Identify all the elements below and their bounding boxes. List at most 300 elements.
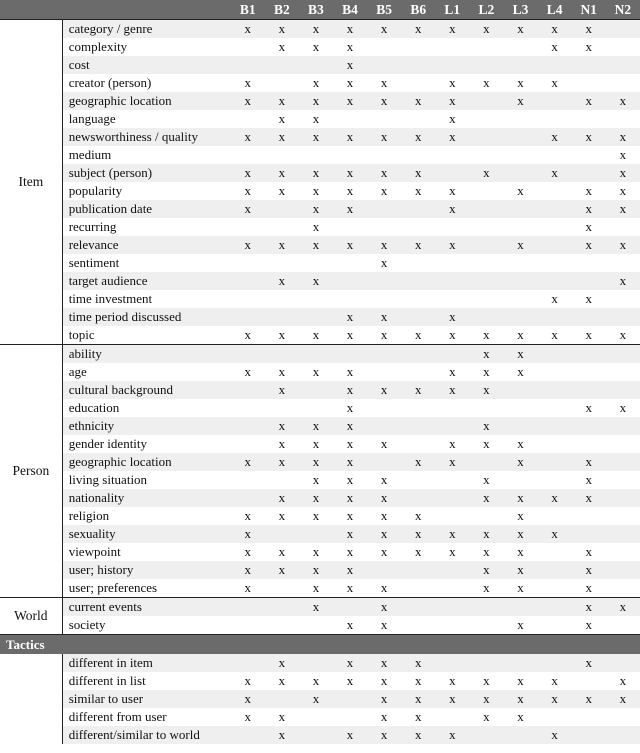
column-header: N1: [572, 0, 606, 20]
cell-b5: x: [367, 74, 401, 92]
cell-l4: [538, 381, 572, 399]
row-label: popularity: [62, 182, 231, 200]
cell-b6: x: [401, 128, 435, 146]
cell-b4: x: [333, 489, 367, 507]
cell-l1: x: [435, 363, 469, 381]
cell-n2: x: [606, 598, 640, 617]
cell-b1: x: [231, 708, 265, 726]
cell-b2: x: [265, 726, 299, 744]
cell-l3: x: [503, 435, 537, 453]
cell-b6: [401, 290, 435, 308]
table-row: [0, 308, 640, 326]
table-row: [0, 598, 640, 617]
cell-b6: x: [401, 525, 435, 543]
cell-b2: x: [265, 654, 299, 672]
table-row: [0, 654, 640, 672]
table-row: [0, 616, 640, 635]
cell-b2: x: [265, 128, 299, 146]
table-row: [0, 363, 640, 381]
cell-l1: x: [435, 110, 469, 128]
cell-l4: [538, 110, 572, 128]
cell-b4: x: [333, 128, 367, 146]
row-label: different in list: [62, 672, 231, 690]
cell-l2: [469, 200, 503, 218]
cell-l3: x: [503, 507, 537, 525]
cell-b3: [299, 308, 333, 326]
cell-b1: x: [231, 453, 265, 471]
cell-n2: [606, 417, 640, 435]
row-label: living situation: [62, 471, 231, 489]
row-label: sentiment: [62, 254, 231, 272]
row-label: gender identity: [62, 435, 231, 453]
cell-b2: x: [265, 92, 299, 110]
cell-l4: [538, 218, 572, 236]
cell-b3: x: [299, 561, 333, 579]
cell-l3: x: [503, 690, 537, 708]
cell-n1: x: [572, 471, 606, 489]
cell-b5: [367, 399, 401, 417]
cell-l1: [435, 598, 469, 617]
group-label-empty: [0, 654, 62, 744]
cell-b2: [265, 74, 299, 92]
cell-l4: [538, 399, 572, 417]
cell-l3: x: [503, 672, 537, 690]
column-header: L4: [538, 0, 572, 20]
cell-b5: [367, 561, 401, 579]
table-row: [0, 579, 640, 598]
cell-l1: [435, 417, 469, 435]
cell-l3: [503, 308, 537, 326]
cell-l2: [469, 290, 503, 308]
cell-l1: x: [435, 435, 469, 453]
cell-b6: [401, 272, 435, 290]
cell-b6: [401, 435, 435, 453]
cell-b6: x: [401, 672, 435, 690]
cell-n1: x: [572, 182, 606, 200]
cell-l3: [503, 290, 537, 308]
cell-n2: [606, 507, 640, 525]
cell-b1: [231, 254, 265, 272]
cell-b1: x: [231, 20, 265, 39]
cell-n1: x: [572, 616, 606, 635]
cell-l1: [435, 345, 469, 364]
cell-b6: x: [401, 507, 435, 525]
cell-l2: [469, 236, 503, 254]
cell-b1: [231, 345, 265, 364]
row-label: relevance: [62, 236, 231, 254]
cell-l1: [435, 290, 469, 308]
cell-l3: [503, 218, 537, 236]
cell-b2: [265, 616, 299, 635]
cell-l1: [435, 272, 469, 290]
cell-l4: [538, 272, 572, 290]
cell-l4: x: [538, 690, 572, 708]
cell-b5: [367, 146, 401, 164]
row-label: age: [62, 363, 231, 381]
cell-b1: [231, 471, 265, 489]
table-row: [0, 453, 640, 471]
cell-n1: [572, 417, 606, 435]
cell-b5: x: [367, 525, 401, 543]
cell-l2: [469, 38, 503, 56]
cell-l2: x: [469, 345, 503, 364]
cell-b3: x: [299, 164, 333, 182]
cell-b6: [401, 38, 435, 56]
cell-l1: x: [435, 74, 469, 92]
cell-l2: x: [469, 435, 503, 453]
cell-b3: x: [299, 435, 333, 453]
cell-l1: x: [435, 525, 469, 543]
cell-l1: x: [435, 672, 469, 690]
cell-l1: x: [435, 182, 469, 200]
cell-b5: x: [367, 507, 401, 525]
cell-b4: x: [333, 74, 367, 92]
cell-b1: [231, 146, 265, 164]
row-label: topic: [62, 326, 231, 345]
cell-b3: x: [299, 272, 333, 290]
cell-b4: x: [333, 20, 367, 39]
cell-n1: [572, 345, 606, 364]
table-row: [0, 38, 640, 56]
cell-n1: x: [572, 38, 606, 56]
cell-n1: x: [572, 399, 606, 417]
cell-b6: [401, 345, 435, 364]
cell-b5: x: [367, 20, 401, 39]
cell-b5: [367, 417, 401, 435]
row-label: current events: [62, 598, 231, 617]
cell-b1: [231, 38, 265, 56]
cell-n1: x: [572, 598, 606, 617]
cell-l3: x: [503, 363, 537, 381]
cell-l1: [435, 254, 469, 272]
cell-l2: x: [469, 326, 503, 345]
cell-l3: [503, 56, 537, 74]
cell-l4: [538, 654, 572, 672]
cell-l3: x: [503, 616, 537, 635]
row-label: viewpoint: [62, 543, 231, 561]
cell-l2: x: [469, 561, 503, 579]
cell-l3: x: [503, 708, 537, 726]
cell-b6: [401, 254, 435, 272]
cell-l4: [538, 543, 572, 561]
cell-l2: [469, 726, 503, 744]
cell-n2: [606, 561, 640, 579]
cell-l4: [538, 598, 572, 617]
cell-b1: [231, 489, 265, 507]
cell-n1: [572, 381, 606, 399]
cell-b3: x: [299, 128, 333, 146]
cell-l4: x: [538, 74, 572, 92]
cell-l2: [469, 254, 503, 272]
row-label: similar to user: [62, 690, 231, 708]
row-label: subject (person): [62, 164, 231, 182]
column-header: B5: [367, 0, 401, 20]
cell-n2: x: [606, 690, 640, 708]
cell-b1: [231, 654, 265, 672]
row-label: sexuality: [62, 525, 231, 543]
cell-n2: [606, 489, 640, 507]
cell-b1: x: [231, 182, 265, 200]
cell-l1: [435, 507, 469, 525]
cell-l3: x: [503, 579, 537, 598]
cell-n1: x: [572, 20, 606, 39]
cell-b6: [401, 471, 435, 489]
cell-l2: x: [469, 417, 503, 435]
cell-b5: [367, 38, 401, 56]
cell-b1: [231, 56, 265, 74]
cell-l3: x: [503, 236, 537, 254]
cell-b1: [231, 598, 265, 617]
cell-l4: [538, 453, 572, 471]
cell-b5: [367, 272, 401, 290]
cell-n2: x: [606, 672, 640, 690]
cell-b2: [265, 308, 299, 326]
cell-b2: x: [265, 417, 299, 435]
cell-b4: x: [333, 200, 367, 218]
row-label: time investment: [62, 290, 231, 308]
cell-b3: [299, 381, 333, 399]
cell-n2: x: [606, 272, 640, 290]
cell-l3: [503, 654, 537, 672]
row-label: recurring: [62, 218, 231, 236]
cell-b6: x: [401, 92, 435, 110]
header-blank: [62, 0, 231, 20]
cell-b2: x: [265, 182, 299, 200]
column-header: B4: [333, 0, 367, 20]
cell-b1: [231, 435, 265, 453]
cell-l3: [503, 254, 537, 272]
cell-l3: x: [503, 74, 537, 92]
cell-n2: [606, 38, 640, 56]
cell-b5: x: [367, 128, 401, 146]
cell-n2: [606, 708, 640, 726]
table-row: [0, 236, 640, 254]
cell-b2: x: [265, 38, 299, 56]
cell-b6: x: [401, 726, 435, 744]
cell-l2: x: [469, 543, 503, 561]
cell-l1: x: [435, 20, 469, 39]
cell-l3: [503, 200, 537, 218]
cell-b2: x: [265, 435, 299, 453]
cell-b4: x: [333, 399, 367, 417]
row-label: time period discussed: [62, 308, 231, 326]
cell-n2: [606, 435, 640, 453]
cell-b2: x: [265, 561, 299, 579]
cell-n1: [572, 254, 606, 272]
cell-b5: x: [367, 308, 401, 326]
row-label: category / genre: [62, 20, 231, 39]
cell-l1: [435, 218, 469, 236]
cell-b4: x: [333, 525, 367, 543]
column-header: N2: [606, 0, 640, 20]
cell-b2: [265, 290, 299, 308]
cell-l2: x: [469, 690, 503, 708]
cell-b4: x: [333, 363, 367, 381]
cell-b5: x: [367, 708, 401, 726]
column-header: L3: [503, 0, 537, 20]
cell-n1: [572, 507, 606, 525]
table-body: [0, 20, 640, 745]
cell-l4: [538, 254, 572, 272]
cell-b2: x: [265, 543, 299, 561]
cell-l1: x: [435, 690, 469, 708]
cell-n2: x: [606, 146, 640, 164]
table-row: [0, 561, 640, 579]
cell-l2: [469, 218, 503, 236]
table-row: [0, 110, 640, 128]
table-row: [0, 164, 640, 182]
cell-n1: [572, 74, 606, 92]
cell-b4: x: [333, 164, 367, 182]
cell-l2: [469, 128, 503, 146]
cell-b6: x: [401, 453, 435, 471]
cell-b4: x: [333, 471, 367, 489]
cell-l1: x: [435, 308, 469, 326]
cell-l2: [469, 56, 503, 74]
table-row: [0, 74, 640, 92]
cell-n1: x: [572, 128, 606, 146]
cell-l4: [538, 345, 572, 364]
cell-b6: [401, 308, 435, 326]
cell-b1: [231, 218, 265, 236]
row-label: different in item: [62, 654, 231, 672]
cell-n2: [606, 290, 640, 308]
cell-b4: x: [333, 182, 367, 200]
cell-b3: x: [299, 453, 333, 471]
cell-b4: [333, 272, 367, 290]
cell-b4: [333, 690, 367, 708]
cell-b4: x: [333, 579, 367, 598]
tactics-header-row: [0, 635, 640, 655]
cell-l3: x: [503, 182, 537, 200]
cell-n1: x: [572, 200, 606, 218]
cell-n1: x: [572, 92, 606, 110]
cell-b5: x: [367, 236, 401, 254]
cell-l3: x: [503, 20, 537, 39]
cell-l1: x: [435, 453, 469, 471]
cell-l1: [435, 146, 469, 164]
cell-n2: x: [606, 128, 640, 146]
cell-b2: x: [265, 20, 299, 39]
cell-l2: [469, 110, 503, 128]
cell-b5: x: [367, 690, 401, 708]
cell-l4: [538, 507, 572, 525]
cell-b1: [231, 616, 265, 635]
cell-l3: x: [503, 326, 537, 345]
cell-l3: x: [503, 561, 537, 579]
cell-b5: x: [367, 92, 401, 110]
cell-b1: [231, 381, 265, 399]
table-row: [0, 92, 640, 110]
cell-b1: x: [231, 92, 265, 110]
cell-l4: x: [538, 326, 572, 345]
cell-b6: [401, 146, 435, 164]
cell-b2: [265, 690, 299, 708]
cell-b1: [231, 290, 265, 308]
cell-l1: x: [435, 543, 469, 561]
cell-b1: x: [231, 164, 265, 182]
cell-l1: [435, 38, 469, 56]
cell-l1: [435, 579, 469, 598]
table-row: [0, 326, 640, 345]
cell-b4: [333, 110, 367, 128]
row-label: ability: [62, 345, 231, 364]
cell-l4: x: [538, 20, 572, 39]
cell-l4: [538, 417, 572, 435]
cell-b5: x: [367, 326, 401, 345]
cell-b1: x: [231, 74, 265, 92]
cell-n1: [572, 672, 606, 690]
cell-n1: [572, 272, 606, 290]
cell-l1: x: [435, 381, 469, 399]
cell-n1: [572, 435, 606, 453]
cell-b2: x: [265, 507, 299, 525]
cell-n2: [606, 525, 640, 543]
row-label: education: [62, 399, 231, 417]
cell-l1: x: [435, 726, 469, 744]
cell-n2: [606, 616, 640, 635]
cell-b6: [401, 218, 435, 236]
cell-n1: x: [572, 489, 606, 507]
cell-n1: [572, 363, 606, 381]
cell-b1: [231, 272, 265, 290]
cell-l4: [538, 616, 572, 635]
cell-b4: [333, 598, 367, 617]
cell-n2: [606, 363, 640, 381]
cell-b2: x: [265, 110, 299, 128]
cell-b5: [367, 363, 401, 381]
cell-b2: [265, 254, 299, 272]
cell-b3: [299, 399, 333, 417]
cell-l2: [469, 507, 503, 525]
cell-n2: [606, 345, 640, 364]
table-row: [0, 672, 640, 690]
cell-l4: [538, 236, 572, 254]
cell-b6: [401, 598, 435, 617]
cell-b5: x: [367, 435, 401, 453]
cell-b3: x: [299, 417, 333, 435]
cell-n1: x: [572, 654, 606, 672]
cell-b2: [265, 200, 299, 218]
cell-b6: x: [401, 708, 435, 726]
table-row: [0, 20, 640, 39]
cell-n2: [606, 453, 640, 471]
cell-b5: x: [367, 616, 401, 635]
row-label: cultural background: [62, 381, 231, 399]
cell-l1: x: [435, 128, 469, 146]
cell-b5: x: [367, 164, 401, 182]
cell-n1: x: [572, 326, 606, 345]
table-row: [0, 507, 640, 525]
cell-b6: [401, 110, 435, 128]
cell-n2: [606, 726, 640, 744]
cell-b5: x: [367, 381, 401, 399]
cell-l4: x: [538, 489, 572, 507]
cell-n2: x: [606, 200, 640, 218]
cell-b5: [367, 345, 401, 364]
cell-n1: [572, 56, 606, 74]
cell-l2: x: [469, 579, 503, 598]
table-row: [0, 128, 640, 146]
cell-l2: [469, 308, 503, 326]
cell-n1: x: [572, 543, 606, 561]
cell-b2: [265, 218, 299, 236]
cell-b1: x: [231, 326, 265, 345]
cell-l3: [503, 726, 537, 744]
cell-b3: x: [299, 38, 333, 56]
cell-b3: [299, 654, 333, 672]
cell-b4: x: [333, 326, 367, 345]
